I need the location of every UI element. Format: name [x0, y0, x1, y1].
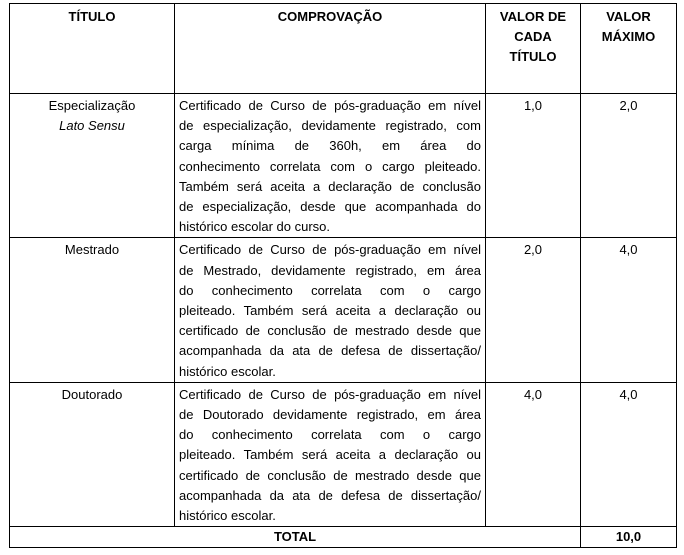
header-titulo: TÍTULO	[10, 4, 175, 94]
proof-line: Certificado de Curso de pós-graduação em nível	[179, 242, 481, 258]
table-header-row	[10, 4, 677, 94]
row-title: Doutorado	[61, 386, 123, 402]
proof-line: conhecimento correlata com o cargo pleiteado.	[179, 158, 481, 174]
header-valor-maximo-line-2: MÁXIMO	[601, 29, 656, 45]
header-valor-maximo	[581, 4, 677, 94]
header-valor-cada-line-3: TÍTULO	[509, 49, 557, 65]
proof-line: Certificado de Curso de pós-graduação em nível	[179, 98, 481, 113]
table-row-doutorado	[10, 382, 677, 526]
proof-line: Certificado de Curso de pós-graduação em nível	[179, 386, 481, 402]
table-total-row	[10, 527, 677, 548]
proof-line: de Doutorado devidamente registrado, em área	[179, 407, 481, 423]
row-title-cell	[10, 238, 175, 382]
row-valor-cell: 2,0	[486, 238, 581, 382]
row-maximo-cell: 2,0	[581, 94, 677, 238]
row-valor-cell: 4,0	[486, 382, 581, 526]
proof-line: histórico escolar.	[179, 363, 276, 379]
header-valor-maximo-line-1: VALOR	[606, 9, 651, 24]
row-proof-cell	[175, 94, 486, 238]
row-valor-cell: 1,0	[486, 94, 581, 238]
row-maximo-cell: 4,0	[581, 238, 677, 382]
proof-line: do conhecimento correlata com o cargo	[179, 282, 481, 298]
proof-line: do conhecimento correlata com o cargo	[179, 427, 481, 443]
proof-line: pleiteado. Também será aceita a declaração ou	[179, 303, 481, 319]
header-valor-cada-line-2: CADA	[514, 29, 552, 45]
proof-line: Também será aceita a declaração de conclusão	[179, 178, 481, 194]
table-row-especializacao	[10, 94, 677, 238]
proof-line: certificado de conclusão de mestrado desde que	[179, 323, 481, 339]
proof-line: de Mestrado, devidamente registrado, em área	[179, 262, 481, 278]
header-valor-cada-line-1: VALOR DE	[499, 9, 567, 24]
proof-line: histórico escolar do curso.	[179, 219, 331, 235]
header-valor-cada-titulo	[486, 4, 581, 94]
proof-line: certificado de conclusão de mestrado desde que	[179, 467, 481, 483]
row-title-cell	[10, 94, 175, 238]
table-row-mestrado	[10, 238, 677, 382]
row-title-cell	[10, 382, 175, 526]
row-proof-cell	[175, 238, 486, 382]
titles-score-table	[9, 3, 677, 548]
proof-line: de especialização, desde que acompanhada do	[179, 199, 481, 215]
proof-line: acompanhada da ata de defesa de dissertação/	[179, 487, 481, 503]
proof-line: de especialização, devidamente registrado, com	[179, 118, 481, 134]
proof-line: histórico escolar.	[179, 508, 276, 524]
row-title: Especialização	[48, 98, 136, 113]
header-comprovacao: COMPROVAÇÃO	[175, 4, 486, 94]
proof-line: carga mínima de 360h, em área do	[179, 138, 481, 154]
proof-line: acompanhada da ata de defesa de dissertação/	[179, 343, 481, 359]
row-proof-cell	[175, 382, 486, 526]
row-subtitle: Lato Sensu	[59, 118, 125, 134]
row-title: Mestrado	[64, 242, 120, 258]
total-label: TOTAL	[10, 527, 581, 548]
row-maximo-cell: 4,0	[581, 382, 677, 526]
proof-line: pleiteado. Também será aceita a declaração ou	[179, 447, 481, 463]
total-value: 10,0	[581, 527, 677, 548]
